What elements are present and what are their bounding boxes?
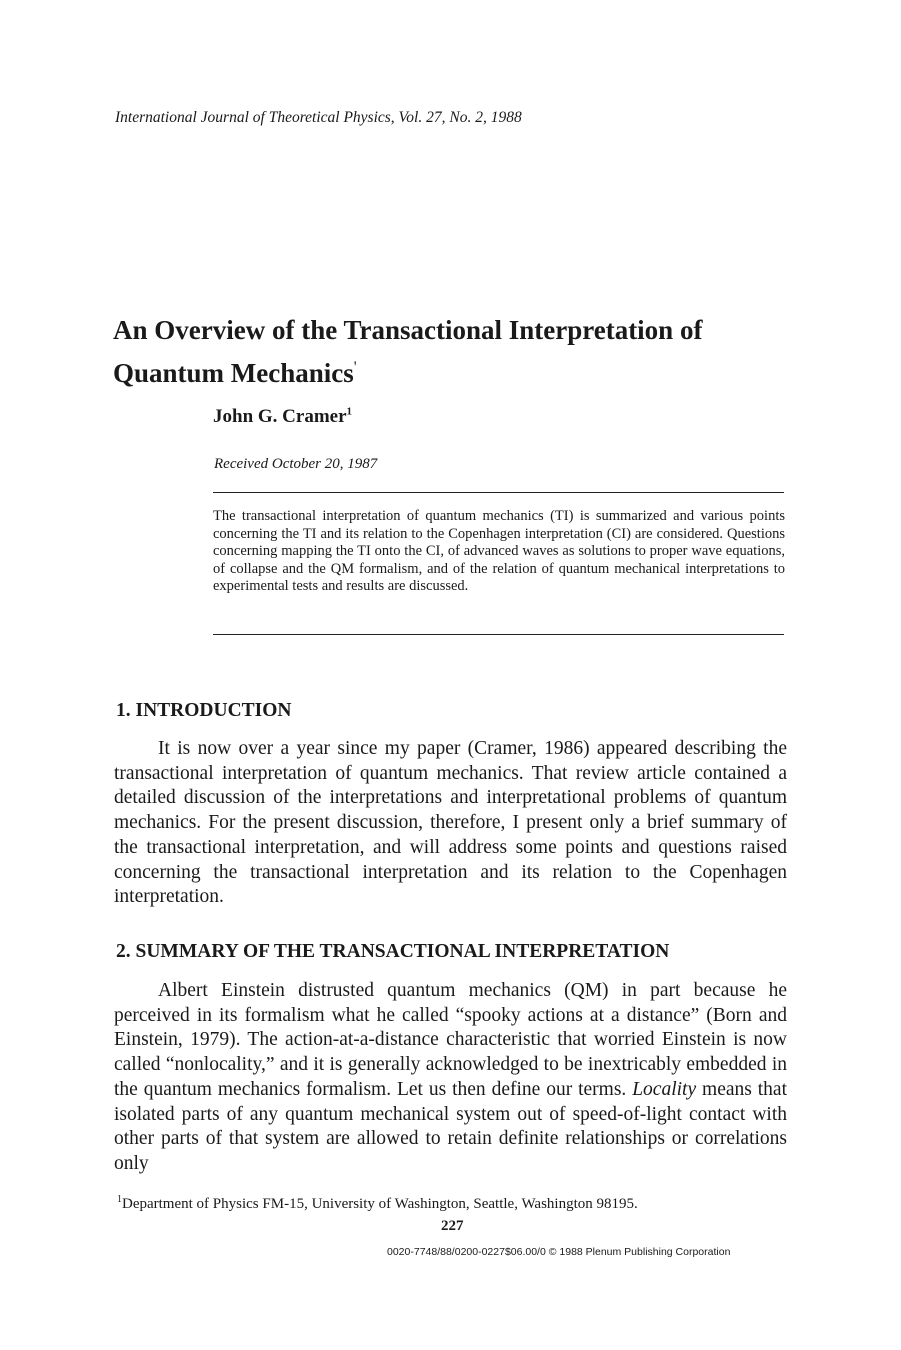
author-footnote-mark: 1 xyxy=(346,405,353,418)
paper-title xyxy=(113,312,833,392)
author-name-text: John G. Cramer xyxy=(213,406,347,427)
footnote-text: Department of Physics FM-15, University of Washington, Seattle, Washington 98195. xyxy=(122,1196,638,1212)
section-2-text-after: means that isolated parts of any quantum mechanical system out of speed-of-light contact with other parts of that system are allowed to retain definite relationships or correlations only xyxy=(114,1078,787,1174)
section-2-text-before: Albert Einstein distrusted quantum mechanics (QM) in part because he perceived in its formalism what he called “spooky actions at a distance” (Born and Einstein, 1979). The action-at-a-distance characteristic that worried Einstein is now called “nonlocality,” and it is generally acknowledged to be inextricably embedded in the quantum mechanics formalism. Let us then define our terms. xyxy=(114,980,787,1100)
section-1-heading: 1. INTRODUCTION xyxy=(116,700,292,721)
received-date: Received October 20, 1987 xyxy=(214,456,378,472)
author-name xyxy=(213,406,352,428)
section-2-heading: 2. SUMMARY OF THE TRANSACTIONAL INTERPRETATION xyxy=(116,941,670,962)
journal-header: International Journal of Theoretical Physics, Vol. 27, No. 2, 1988 xyxy=(115,109,522,126)
abstract-top-rule xyxy=(213,492,784,493)
title-footnote-mark: ' xyxy=(353,359,357,376)
section-1-body: It is now over a year since my paper (Cramer, 1986) appeared describing the transactional interpretation of quantum mechanics. That review article contained a detailed discussion of the interpretations and interpretational problems of quantum mechanics. For the present discussion, therefore, I present only a brief summary of the transactional interpretation, and will address some points and questions raised concerning the transactional interpretation and its relation to the Copenhagen interpretation. xyxy=(114,738,787,908)
abstract-bottom-rule xyxy=(213,634,784,635)
section-2-body xyxy=(114,979,787,1177)
footnote xyxy=(117,1196,638,1213)
title-line-1: An Overview of the Transactional Interpretation of xyxy=(113,315,703,345)
title-line-2: Quantum Mechanics xyxy=(113,358,354,388)
page-number: 227 xyxy=(441,1218,464,1234)
abstract-text: The transactional interpretation of quantum mechanics (TI) is summarized and various points concerning the TI and its relation to the Copenhagen interpretation (CI) are considered. Questions concerning mapping the TI onto the CI, of advanced waves as solutions to proper wave equations, of collapse and the QM formalism, and of the relation of quantum mechanical interpretations to experimental tests and results are discussed. xyxy=(213,508,785,594)
footnote-mark: 1 xyxy=(117,1194,122,1205)
copyright-line: 0020-7748/88/0200-0227$06.00/0 © 1988 Plenum Publishing Corporation xyxy=(387,1246,731,1258)
locality-term: Locality xyxy=(632,1078,697,1100)
